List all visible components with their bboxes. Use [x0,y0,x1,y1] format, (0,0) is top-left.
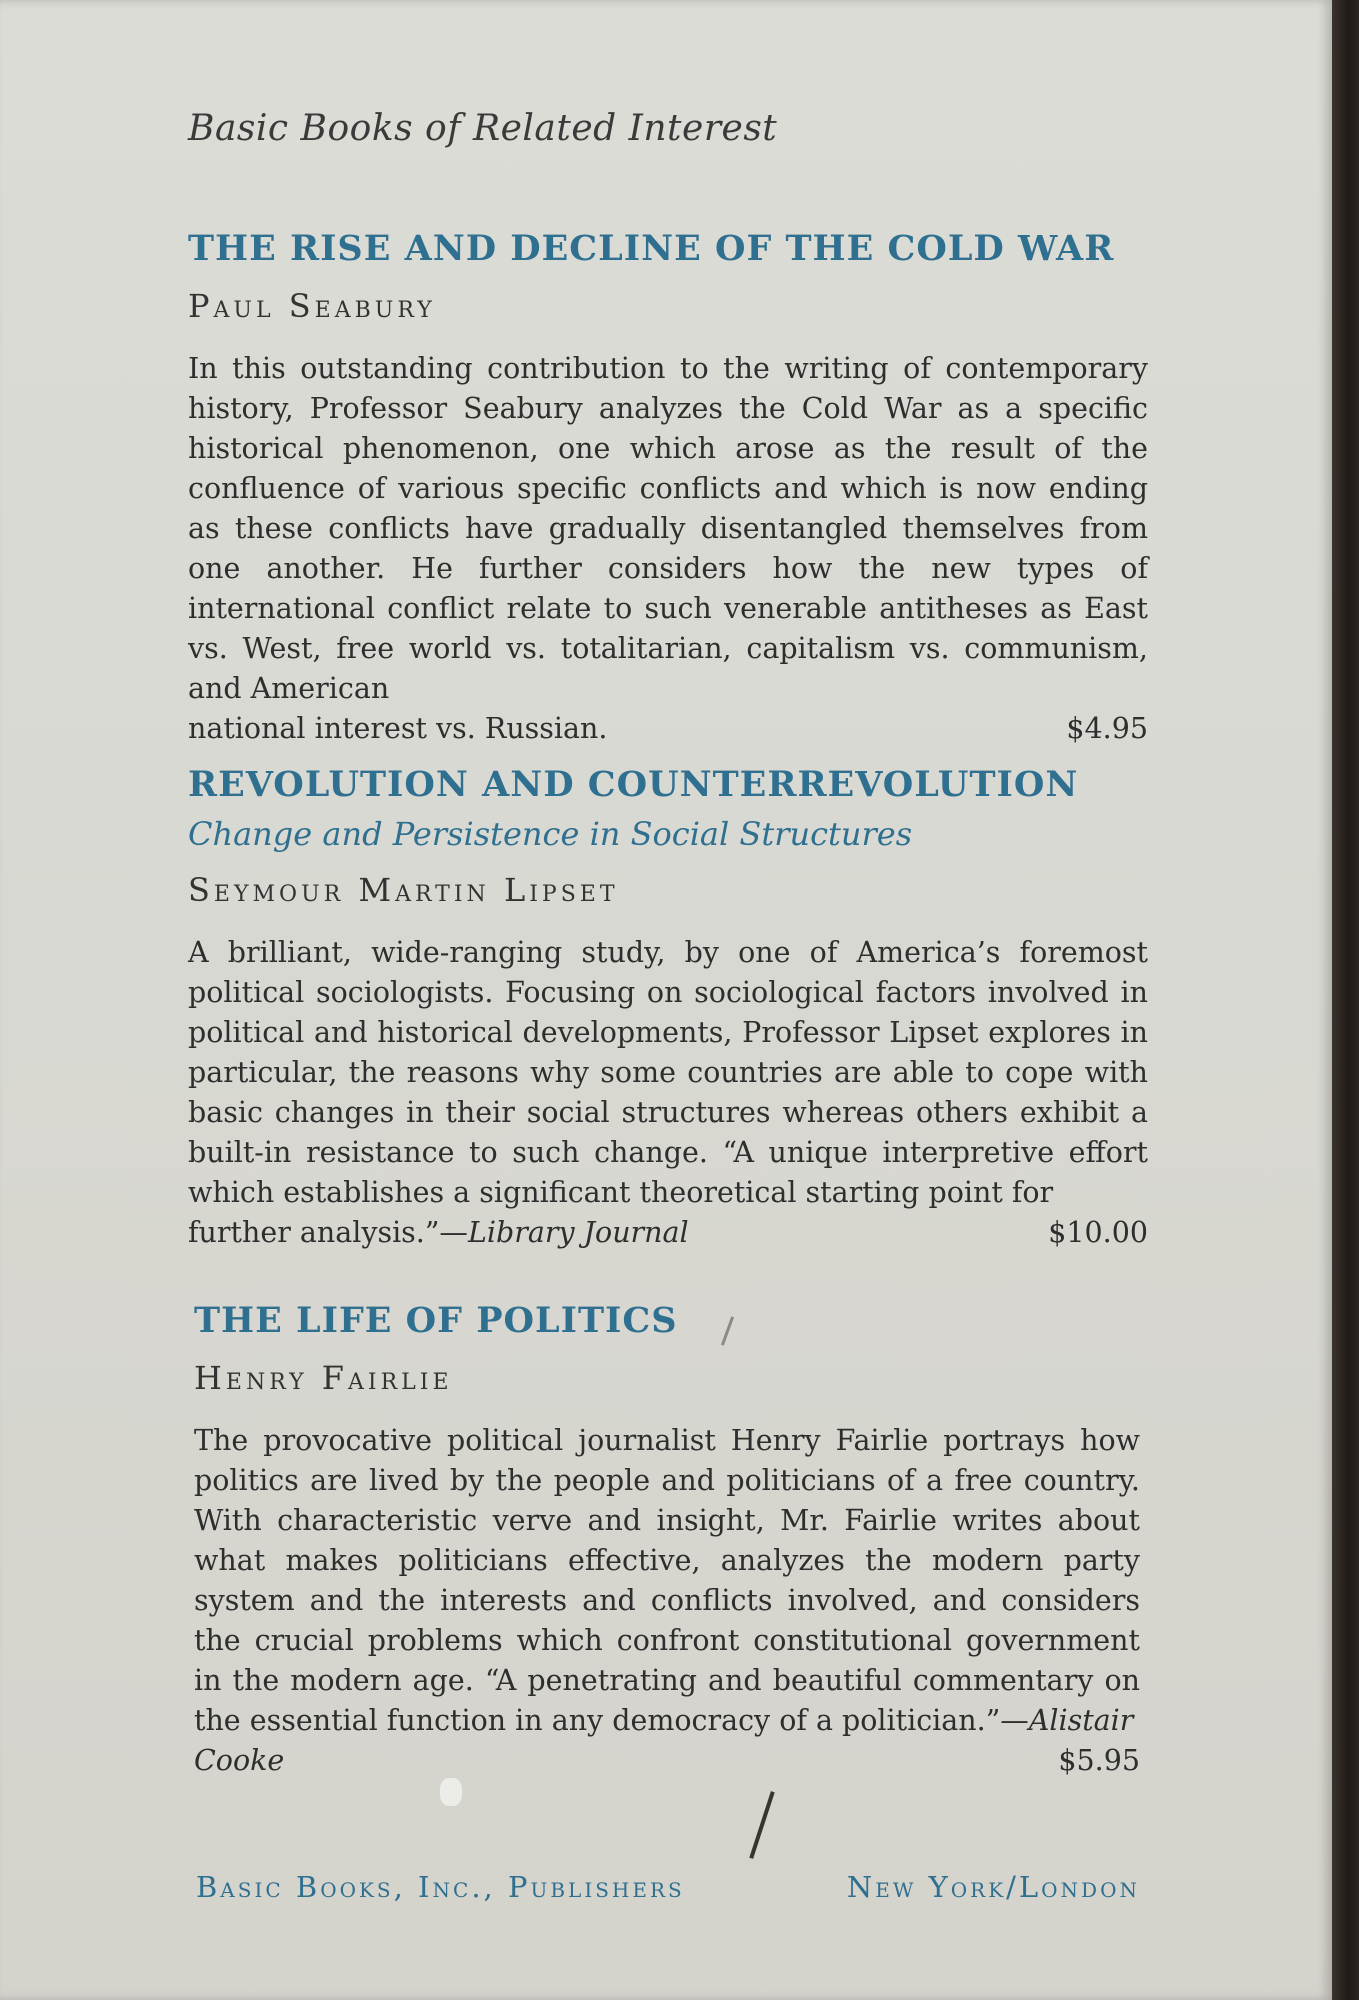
book-description: In this outstanding contribution to the writing of contemporary history, Professor Seabury analyzes the Cold War as a specific historical phenomenon, one which arose as the result of the confluence of various specific conflicts and which is now ending as these conflicts have gradually disentangled themselves from one another. He further considers how the new types of international conflict relate to such venerable antitheses as East vs. West, free world vs. totalitarian, capitalism vs. communism, and American [188,352,1148,705]
book-author: Henry Fairlie [194,1359,453,1397]
book-description-last-line: further analysis.”—Library Journal [188,1216,689,1249]
tear-mark [749,1791,774,1859]
book-price-line [194,1741,1140,1781]
section-header: Basic Books of Related Interest [188,108,778,149]
book-author: Paul Seabury [188,287,436,325]
wear-mark [440,1778,462,1806]
publisher-location: New York/London [846,1870,1140,1904]
quote-source: Cooke [194,1744,285,1777]
book-entry-1 [188,228,1148,749]
publisher-footer [196,1870,1140,1904]
book-author: Seymour Martin Lipset [188,871,619,909]
book-description: The provocative political journalist Henry Fairlie portrays how politics are lived by the people and politicians of a free country. With characteristic verve and insight, Mr. Fairlie writes about what makes politicians effective, analyzes the modern party system and the interests and conflicts involved, and considers the crucial problems which confront constitutional government in the modern age. “A penetrating and beautiful commentary on the essential function in any democracy of a politician.”—Alistair [194,1424,1140,1737]
book-title: REVOLUTION AND COUNTERREVOLUTION [188,764,1079,805]
book-price: $4.95 [1066,712,1148,745]
book-title: THE RISE AND DECLINE OF THE COLD WAR [188,228,1115,269]
book-entry-3 [194,1300,1140,1781]
book-title: THE LIFE OF POLITICS [194,1300,678,1341]
book-entry-2 [188,764,1148,1253]
book-description-last-line: national interest vs. Russian. [188,712,608,745]
publisher-name: Basic Books, Inc., Publishers [196,1870,685,1904]
quote-source: Library Journal [467,1216,689,1249]
book-price: $5.95 [1058,1744,1140,1777]
book-subtitle: Change and Persistence in Social Structures [188,815,913,853]
book-price: $10.00 [1048,1216,1148,1249]
book-price-line [188,1213,1148,1253]
quote-source-inline: Alistair [1028,1704,1134,1737]
book-description: A brilliant, wide-ranging study, by one of America’s foremost political sociologists. Focusing on sociological factors involved in political and historical developments, Professor Lipset explores in particular, the reasons why some countries are able to cope with basic changes in their social structures whereas others exhibit a built-in resistance to such change. “A unique interpretive effort which establishes a significant theoretical starting point for [188,936,1148,1209]
book-price-line [188,709,1148,749]
jacket-edge [1332,0,1359,2000]
